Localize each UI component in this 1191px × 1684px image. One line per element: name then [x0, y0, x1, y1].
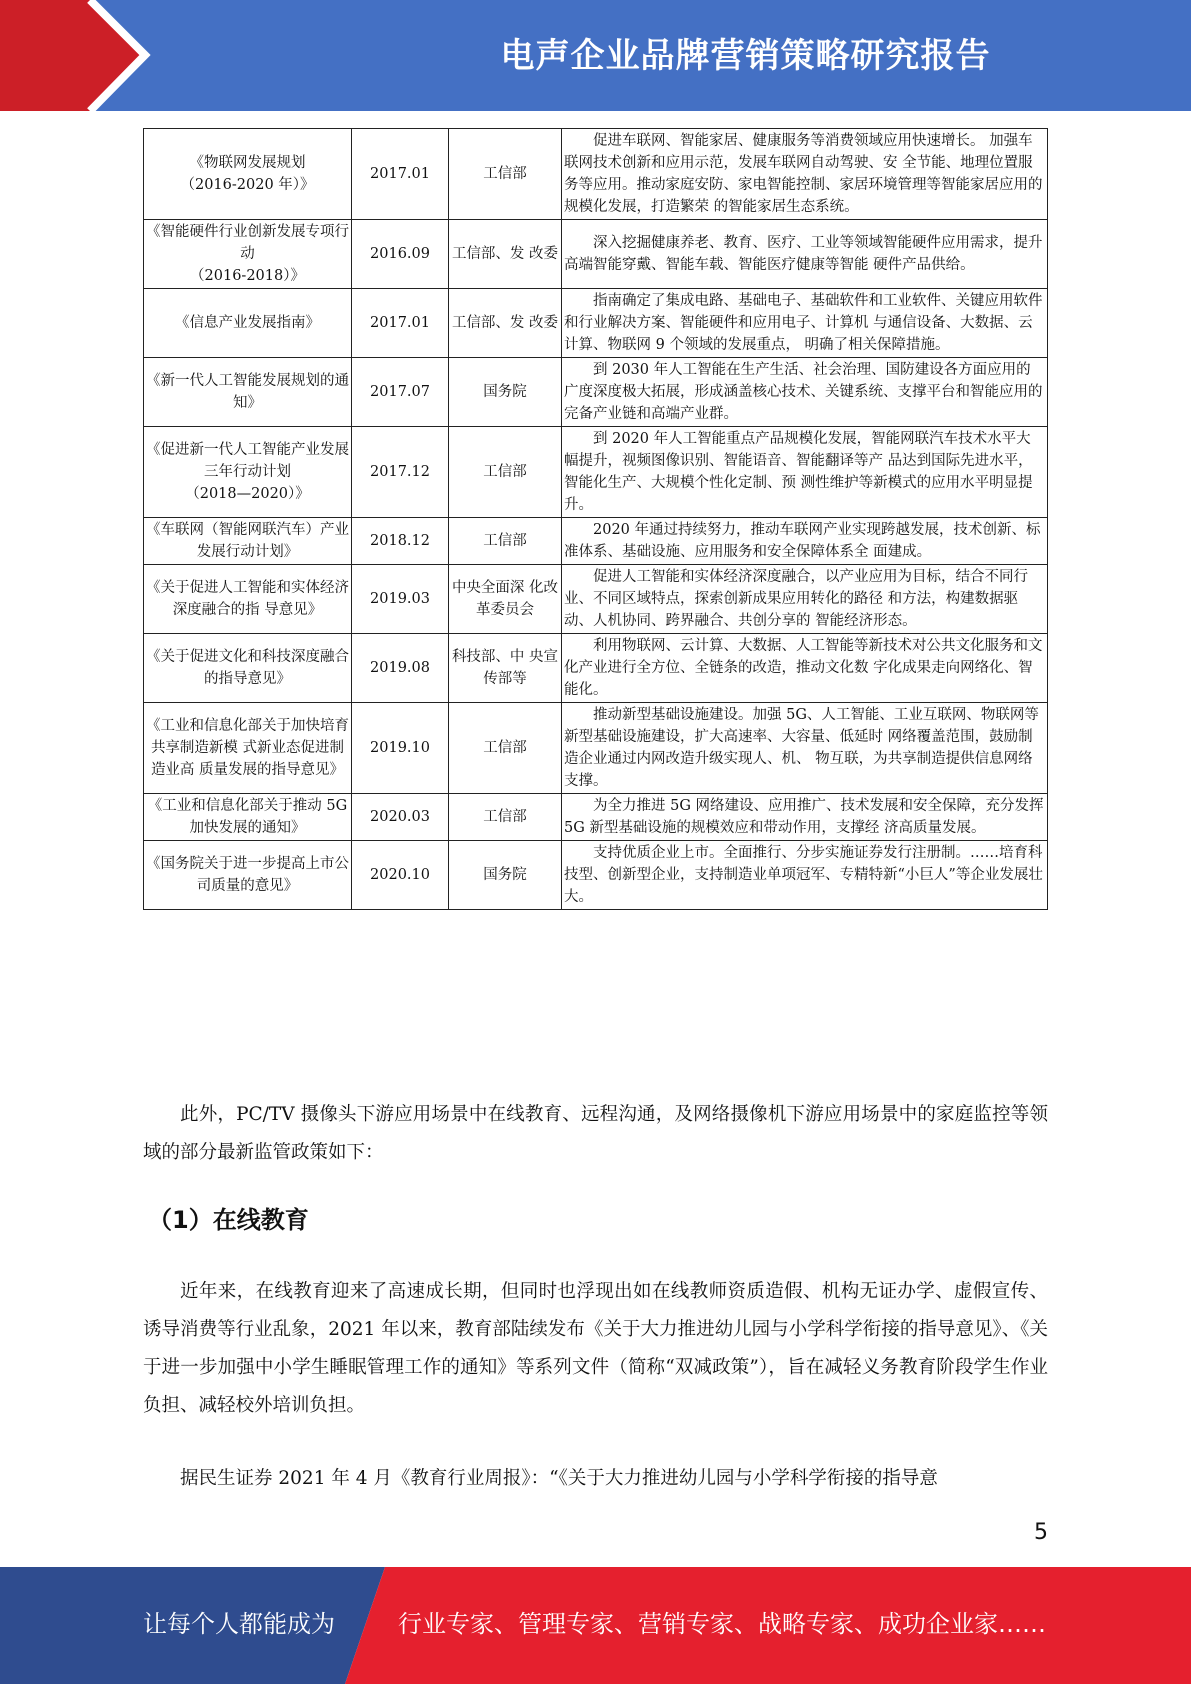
policy-department-cell: 科技部、中 央宣传部等: [449, 634, 562, 703]
policy-department-cell: 工信部: [449, 518, 562, 565]
table-row: [144, 703, 1048, 794]
policy-table: [143, 128, 1048, 910]
table-row: [144, 518, 1048, 565]
table-row: [144, 841, 1048, 910]
policy-date-cell: 2017.01: [352, 289, 449, 358]
body-paragraph-1: 此外，PC/TV 摄像头下游应用场景中在线教育、远程沟通，及网络摄像机下游应用场景中的家庭监控等领域的部分最新监管政策如下：: [143, 1104, 1048, 1163]
footer-slogan-right: 行业专家、管理专家、营销专家、战略专家、成功企业家……: [398, 1610, 1046, 1638]
policy-date-cell: 2018.12: [352, 518, 449, 565]
footer-slogan-left: 让每个人都能成为: [143, 1610, 335, 1638]
policy-date-cell: 2020.03: [352, 794, 449, 841]
policy-date-cell: 2017.01: [352, 129, 449, 220]
policy-date-cell: 2019.08: [352, 634, 449, 703]
policy-department-cell: 工信部: [449, 794, 562, 841]
policy-department-cell: 工信部、发 改委: [449, 220, 562, 289]
policy-description-cell: 为全力推进 5G 网络建设、应用推广、技术发展和安全保障，充分发挥 5G 新型基础设施的规模效应和带动作用，支撑经 济高质量发展。: [562, 794, 1048, 841]
policy-name-cell: 《关于促进文化和科技深度融合的指导意见》: [144, 634, 352, 703]
policy-name-cell: 《车联网（智能网联汽车）产业发展行动计划》: [144, 518, 352, 565]
header-arrow-decoration: [0, 0, 160, 111]
policy-date-cell: 2019.10: [352, 703, 449, 794]
policy-date-cell: 2017.07: [352, 358, 449, 427]
policy-name-cell: 《关于促进人工智能和实体经济深度融合的指 导意见》: [144, 565, 352, 634]
page-number: 5: [1034, 1520, 1048, 1545]
body-paragraph-2: 近年来，在线教育迎来了高速成长期，但同时也浮现出如在线教师资质造假、机构无证办学、虚假宣传、诱导消费等行业乱象，2021 年以来，教育部陆续发布《关于大力推进幼儿园与小学科学衔接的指导意见》、《关于进一步加强中小学生睡眠管理工作的通知》等系列文件（简称“双减政策”），旨在减轻义务教育阶段学生作业负担、减轻校外培训负担。: [143, 1281, 1048, 1416]
table-row: [144, 358, 1048, 427]
policy-department-cell: 国务院: [449, 358, 562, 427]
section-heading: （1）在线教育: [148, 1206, 309, 1234]
page-footer: [0, 1567, 1191, 1684]
policy-department-cell: 工信部: [449, 703, 562, 794]
table-row: [144, 565, 1048, 634]
table-row: [144, 129, 1048, 220]
policy-date-cell: 2016.09: [352, 220, 449, 289]
report-title: 电声企业品牌营销策略研究报告: [500, 36, 991, 76]
policy-department-cell: 工信部: [449, 129, 562, 220]
policy-description-cell: 促进车联网、智能家居、健康服务等消费领域应用快速增长。 加强车联网技术创新和应用示范，发展车联网自动驾驶、安 全节能、地理位置服务等应用。推动家庭安防、家电智能控制、家居环境管理等智能家居应用的规模化发展，打造繁荣 的智能家居生态系统。: [562, 129, 1048, 220]
policy-name-cell: 《物联网发展规划 （2016-2020 年）》: [144, 129, 352, 220]
policy-department-cell: 工信部、发 改委: [449, 289, 562, 358]
policy-name-cell: 《工业和信息化部关于加快培育共享制造新模 式新业态促进制造业高 质量发展的指导意见》: [144, 703, 352, 794]
policy-department-cell: 中央全面深 化改革委员会: [449, 565, 562, 634]
policy-description-cell: 促进人工智能和实体经济深度融合，以产业应用为目标，结合不同行业、不同区域特点，探索创新成果应用转化的路径 和方法，构建数据驱动、人机协同、跨界融合、共创分享的 智能经济形态。: [562, 565, 1048, 634]
policy-name-cell: 《工业和信息化部关于推动 5G 加快发展的通知》: [144, 794, 352, 841]
table-row: [144, 427, 1048, 518]
body-paragraph-3: 据民生证券 2021 年 4 月《教育行业周报》：“《关于大力推进幼儿园与小学科学衔接的指导意: [180, 1468, 938, 1489]
policy-description-cell: 到 2020 年人工智能重点产品规模化发展，智能网联汽车技术水平大幅提升，视频图像识别、智能语音、智能翻译等产 品达到国际先进水平，智能化生产、大规模个性化定制、预 测性维护等新模式的应用水平明显提升。: [562, 427, 1048, 518]
table-row: [144, 289, 1048, 358]
policy-description-cell: 支持优质企业上市。全面推行、分步实施证券发行注册制。……培育科技型、创新型企业，支持制造业单项冠军、专精特新“小巨人”等企业发展壮大。: [562, 841, 1048, 910]
policy-date-cell: 2019.03: [352, 565, 449, 634]
policy-date-cell: 2020.10: [352, 841, 449, 910]
policy-date-cell: 2017.12: [352, 427, 449, 518]
table-row: [144, 634, 1048, 703]
policy-name-cell: 《信息产业发展指南》: [144, 289, 352, 358]
policy-name-cell: 《国务院关于进一步提高上市公司质量的意见》: [144, 841, 352, 910]
policy-description-cell: 到 2030 年人工智能在生产生活、社会治理、国防建设各方面应用的广度深度极大拓展，形成涵盖核心技术、关键系统、支撑平台和智能应用的完备产业链和高端产业群。: [562, 358, 1048, 427]
policy-name-cell: 《新一代人工智能发展规划的通知》: [144, 358, 352, 427]
policy-name-cell: 《促进新一代人工智能产业发展三年行动计划 （2018—2020）》: [144, 427, 352, 518]
policy-description-cell: 2020 年通过持续努力，推动车联网产业实现跨越发展，技术创新、标准体系、基础设施、应用服务和安全保障体系全 面建成。: [562, 518, 1048, 565]
page-header: [0, 0, 1191, 111]
policy-department-cell: 工信部: [449, 427, 562, 518]
policy-description-cell: 利用物联网、云计算、大数据、人工智能等新技术对公共文化服务和文化产业进行全方位、全链条的改造，推动文化数 字化成果走向网络化、智能化。: [562, 634, 1048, 703]
policy-name-cell: 《智能硬件行业创新发展专项行动 （2016-2018）》: [144, 220, 352, 289]
table-row: [144, 794, 1048, 841]
table-row: [144, 220, 1048, 289]
policy-description-cell: 深入挖掘健康养老、教育、医疗、工业等领域智能硬件应用需求，提升高端智能穿戴、智能车载、智能医疗健康等智能 硬件产品供给。: [562, 220, 1048, 289]
policy-department-cell: 国务院: [449, 841, 562, 910]
policy-description-cell: 指南确定了集成电路、基础电子、基础软件和工业软件、关键应用软件和行业解决方案、智能硬件和应用电子、计算机 与通信设备、大数据、云计算、物联网 9 个领域的发展重点， 明确了相关保障措施。: [562, 289, 1048, 358]
policy-description-cell: 推动新型基础设施建设。加强 5G、人工智能、工业互联网、物联网等新型基础设施建设，扩大高速率、大容量、低延时 网络覆盖范围，鼓励制造企业通过内网改造升级实现人、机、 物互联，为共享制造提供信息网络支撑。: [562, 703, 1048, 794]
